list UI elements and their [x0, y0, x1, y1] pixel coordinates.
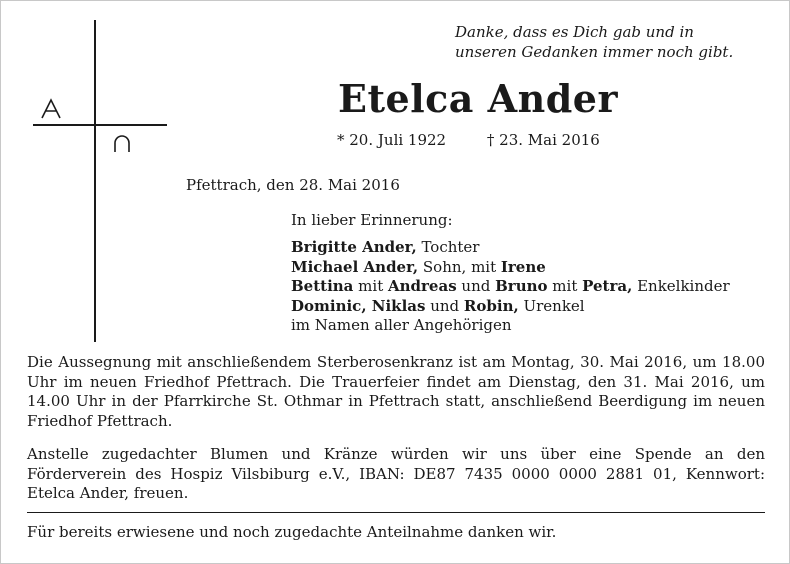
life-dates: [337, 129, 600, 151]
mourner-relation: Urenkel: [518, 296, 585, 315]
quote-line-1: Danke, dass es Dich gab und in: [455, 23, 694, 41]
mourner-line: [291, 316, 730, 336]
mourner-name: Petra,: [582, 277, 633, 295]
birth-date: * 20. Juli 1922: [337, 131, 447, 149]
memorial-quote: [455, 22, 775, 62]
cross-vertical-bar: [94, 20, 96, 342]
funeral-details: Die Aussegnung mit anschließendem Sterberosenkranz ist am Montag, 30. Mai 2016, um 18.00 Uhr im neuen Friedhof Pfettrach. Die Trauerfeier findet am Dienstag, den 31. Mai 2016, um 14.00 Uhr in der Pfarrkirche St. Othmar in Pfettrach statt, anschließend Beerdigung im neuen Friedhof Pfettrach.: [27, 353, 765, 430]
closing-thanks: Für bereits erwiesene und noch zugedachte Anteilnahme danken wir.: [27, 523, 557, 541]
mourner-line: [291, 277, 730, 297]
mourner-line: [291, 238, 730, 258]
mourner-name: Irene: [500, 257, 546, 276]
mourner-relation: und: [456, 277, 496, 295]
mourner-line: [291, 258, 730, 278]
mourner-relation: mit: [353, 277, 388, 295]
mourner-name: Dominic, Niklas: [291, 296, 426, 315]
mourner-name: Michael Ander,: [291, 257, 419, 276]
mourner-relation: im Namen aller Angehörigen: [291, 316, 512, 334]
omega-icon: [112, 134, 132, 154]
mourner-name: Brigitte Ander,: [291, 238, 417, 256]
alpha-icon: [40, 98, 62, 120]
mourner-name: Robin,: [463, 296, 519, 315]
memory-heading: In lieber Erinnerung:: [291, 211, 453, 229]
mourner-relation: und: [425, 296, 464, 315]
place-and-date: Pfettrach, den 28. Mai 2016: [186, 176, 400, 194]
mourner-name: Bruno: [495, 277, 548, 295]
quote-line-2: unseren Gedanken immer noch gibt.: [455, 43, 734, 61]
cross-horizontal-bar: [33, 124, 167, 126]
mourner-relation: Enkelkinder: [632, 277, 730, 295]
mourner-relation: mit: [547, 277, 583, 295]
mourner-name: Andreas: [388, 277, 457, 295]
death-date: † 23. Mai 2016: [486, 131, 600, 149]
mourners-list: [291, 238, 730, 336]
mourner-line: [291, 297, 730, 317]
mourner-relation: Sohn, mit: [418, 257, 501, 276]
divider: [27, 512, 765, 513]
mourner-name: Bettina: [291, 277, 354, 295]
mourner-relation: Tochter: [416, 238, 480, 256]
deceased-name: Etelca Ander: [338, 76, 618, 121]
donation-request: Anstelle zugedachter Blumen und Kränze würden wir uns über eine Spende an den Förderverein des Hospiz Vilsbiburg e.V., IBAN: DE87 7435 0000 0000 2881 01, Kennwort: Etelca Ander, freuen.: [27, 445, 765, 502]
